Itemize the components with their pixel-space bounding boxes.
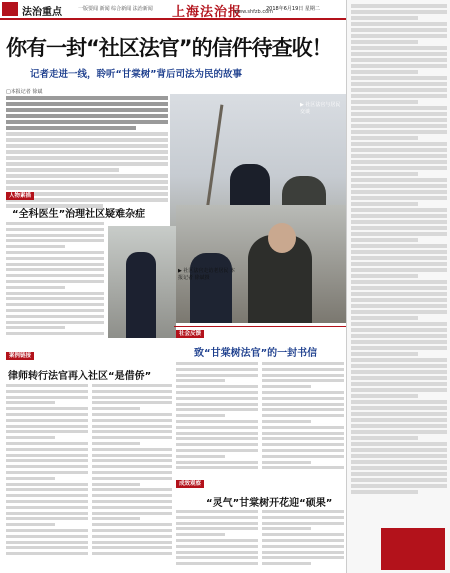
section-label-profile: 人物素描	[6, 192, 34, 200]
visit-officer-figure	[190, 253, 232, 323]
elderly-resident-face	[268, 223, 296, 253]
judge-portrait-figure	[126, 252, 156, 338]
issue-date: 2018年6月19日 星期二	[266, 6, 320, 12]
section-name: 法治重点	[22, 7, 62, 18]
section-title-results: “灵气”甘棠树开花迎“硕果”	[206, 498, 333, 509]
section-title-feedback: 致“甘棠树法官”的一封书信	[194, 348, 318, 359]
results-text-col1	[176, 510, 258, 568]
page-subhead: 记者走进一线，聆听“甘棠树”背后司法为民的故事	[30, 69, 242, 80]
paper-name: 上海法治报	[172, 5, 243, 20]
visit-photo	[176, 205, 346, 323]
section-divider	[174, 326, 346, 327]
feedback-text-col2	[262, 362, 344, 472]
section-label-results: 成效观察	[176, 480, 204, 488]
section-label-feedback: 社会反馈	[176, 330, 204, 338]
profile-text-col1	[6, 222, 104, 338]
sidebar-column	[346, 0, 450, 573]
site-url: www.shfzb.com	[234, 9, 273, 15]
main-photo-caption: ▶ 社区法官与居民交谈	[300, 102, 341, 115]
case-text-col2	[92, 384, 172, 558]
section-label-case: 案例链接	[6, 352, 34, 360]
case-text-col1	[6, 384, 88, 558]
results-text-col2	[262, 510, 344, 568]
page-headline: 你有一封“社区法官”的信件待查收！	[6, 36, 332, 60]
section-logo-icon	[2, 2, 18, 16]
footer-contact-box	[381, 528, 445, 570]
judge-portrait-photo	[108, 226, 176, 338]
sidebar-text-block	[351, 4, 447, 496]
section-title-profile: “全科医生”治理社区疑难杂症	[12, 209, 146, 220]
visit-photo-caption: ▶ 社区法官走访老居民 本报记者 徐斌摄	[178, 268, 236, 281]
feedback-text-col1	[176, 362, 258, 472]
nav-links[interactable]: 一版要闻 新闻 综合新闻 法治新闻	[78, 6, 153, 12]
byline: □本报记者 徐斌	[6, 89, 43, 95]
section-title-case: 律师转行法官再入社区“是借侨”	[8, 371, 152, 382]
